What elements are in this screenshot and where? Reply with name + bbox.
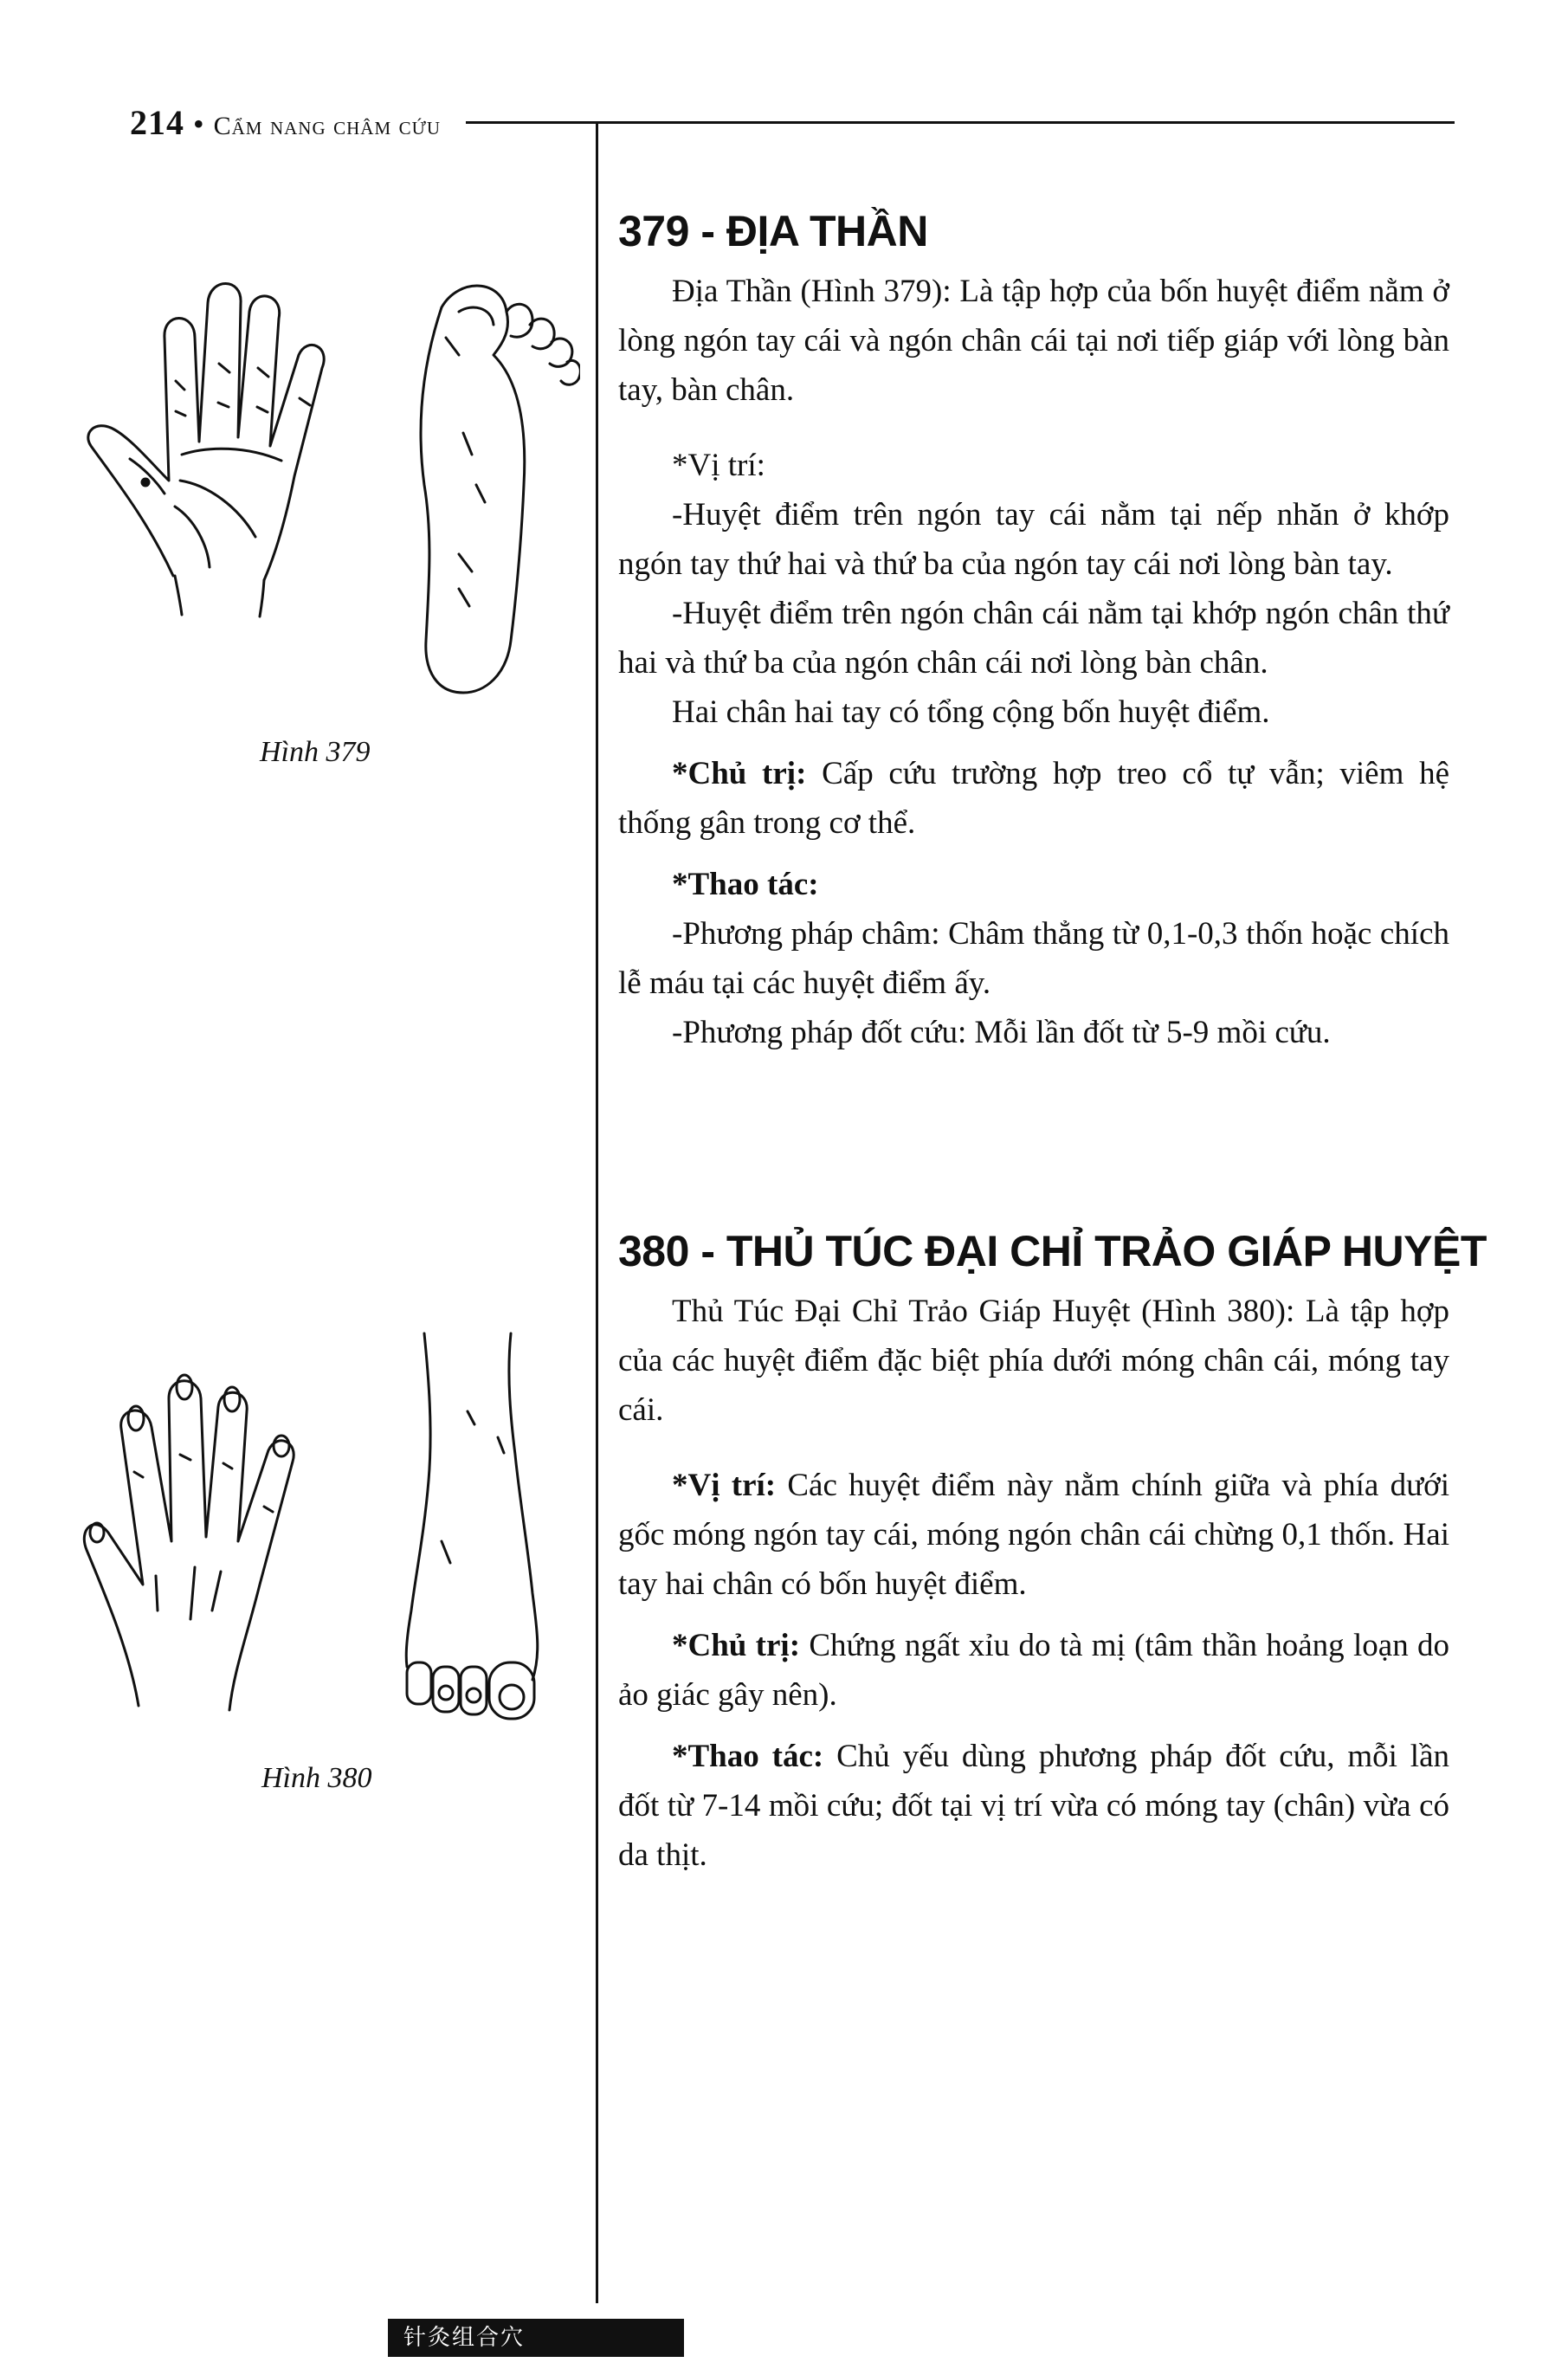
section-379	[618, 201, 1449, 1057]
palm-and-sole-illustration	[78, 260, 580, 745]
header-rule	[466, 121, 1455, 124]
section-380-title: 380 - THỦ TÚC ĐẠI CHỈ TRẢO GIÁP HUYỆT	[618, 1227, 1487, 1275]
header-bullet: •	[193, 107, 205, 141]
section-380-vitri-text: Các huyệt điểm này nằm chính giữa và phía dưới gốc móng ngón tay cái, móng ngón chân cái chừng 0,1 thốn. Hai tay hai chân có bốn huyệt điểm.	[618, 1468, 1449, 1602]
section-380-thaotac-label: *Thao tác:	[672, 1739, 824, 1774]
hand-back-and-foot-illustration	[61, 1325, 589, 1732]
section-380-intro: Thủ Túc Đại Chỉ Trảo Giáp Huyệt (Hình 380): Là tập hợp của các huyệt điểm đặc biệt phía dưới móng chân cái, móng tay cái.	[618, 1294, 1449, 1428]
section-380	[618, 1221, 1487, 1880]
section-380-chutri	[618, 1621, 1449, 1720]
section-379-vitri-2: -Huyệt điểm trên ngón chân cái nằm tại khớp ngón chân thứ hai và thứ ba của ngón chân cái nơi lòng bàn chân.	[618, 596, 1449, 681]
section-379-vitri-label: *Vị trí:	[672, 448, 765, 483]
column-divider	[596, 121, 598, 2303]
section-379-vitri-1: -Huyệt điểm trên ngón tay cái nằm tại nếp nhăn ở khớp ngón tay thứ hai và thứ ba của ngón tay cái nơi lòng bàn tay.	[618, 497, 1449, 582]
running-title: Cẩm nang châm cứu	[213, 112, 442, 140]
page-number: 214	[130, 103, 184, 142]
section-379-chutri-text: Cấp cứu trường hợp treo cổ tự vẫn; viêm hệ thống gân trong cơ thể.	[618, 756, 1449, 841]
section-380-thaotac-text: Chủ yếu dùng phương pháp đốt cứu, mỗi lần đốt từ 7-14 mồi cứu; đốt tại vị trí vừa có móng tay (chân) vừa có da thịt.	[618, 1739, 1449, 1873]
section-379-thaotac-label: *Thao tác:	[672, 867, 819, 902]
footer-tab: 针灸组合穴	[388, 2319, 684, 2357]
header-text	[130, 102, 441, 143]
section-380-chutri-text: Chứng ngất xỉu do tà mị (tâm thần hoảng loạn do ảo giác gây nên).	[618, 1628, 1449, 1713]
section-379-thaotac-1: -Phương pháp châm: Châm thẳng từ 0,1-0,3 thốn hoặc chích lễ máu tại các huyệt điểm ấy.	[618, 916, 1449, 1001]
figure-380	[61, 1325, 589, 1810]
section-379-thaotac-2: -Phương pháp đốt cứu: Mỗi lần đốt từ 5-9 mồi cứu.	[672, 1015, 1331, 1050]
section-380-chutri-label: *Chủ trị:	[672, 1628, 801, 1663]
section-379-intro: Địa Thần (Hình 379): Là tập hợp của bốn huyệt điểm nằm ở lòng ngón tay cái và ngón chân cái tại nơi tiếp giáp với lòng bàn tay, bàn chân.	[618, 274, 1449, 408]
section-380-vitri-label: *Vị trí:	[672, 1468, 777, 1503]
section-379-chutri-label: *Chủ trị:	[672, 756, 807, 791]
section-380-thaotac	[618, 1732, 1449, 1880]
figure-380-caption: Hình 380	[261, 1762, 372, 1794]
section-379-title: 379 - ĐỊA THẦN	[618, 207, 928, 255]
figure-379	[78, 260, 580, 768]
section-379-vitri-3: Hai chân hai tay có tổng cộng bốn huyệt điểm.	[672, 694, 1270, 730]
section-380-vitri	[618, 1461, 1449, 1609]
section-379-chutri	[618, 749, 1449, 848]
running-header	[130, 102, 1455, 142]
figure-379-caption: Hình 379	[260, 736, 371, 768]
